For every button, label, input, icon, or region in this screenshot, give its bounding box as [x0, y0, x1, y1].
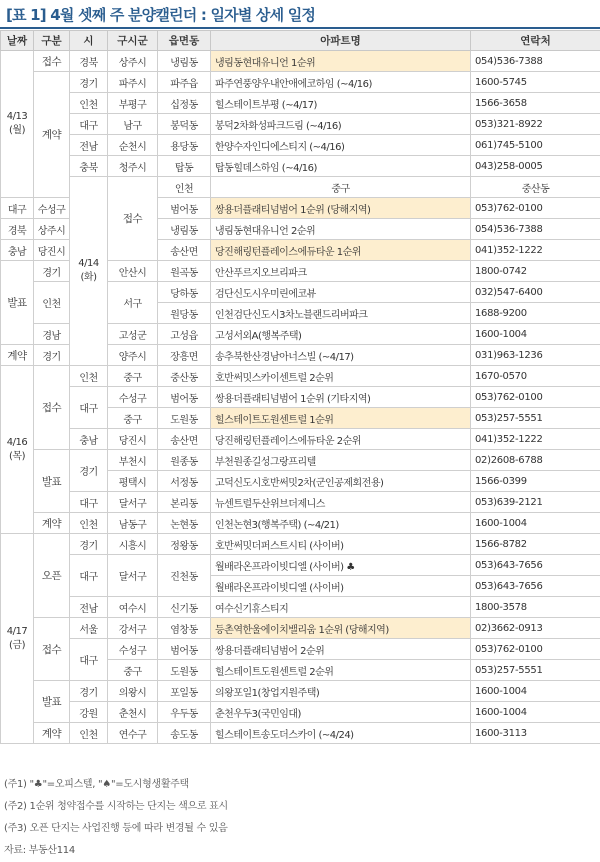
contact-cell: 1600-1004: [471, 324, 600, 345]
apartment-name-cell: 등촌역한울에이치밸리움 1순위 (당해지역): [211, 618, 471, 639]
si-cell: 경기: [34, 261, 70, 282]
apartment-name-cell: 뉴센트럴두산위브더제니스: [211, 492, 471, 513]
si-cell: 대구: [70, 114, 108, 135]
si-cell: 인천: [158, 177, 211, 198]
gu-cell: 달서구: [108, 555, 158, 597]
table-row: [1, 156, 600, 177]
apartment-name-cell: 쌍용더플래티넘범어 1순위 (당해지역): [211, 198, 471, 219]
table-row: [1, 513, 600, 534]
dong-cell: 송산면: [158, 429, 211, 450]
dong-cell: 송도동: [158, 723, 211, 744]
dong-cell: 포일동: [158, 681, 211, 702]
table-row: [1, 72, 600, 93]
gu-cell: 여수시: [108, 597, 158, 618]
gu-cell: 수성구: [108, 387, 158, 408]
contact-cell: 043)258-0005: [471, 156, 600, 177]
type-cell: 계약: [34, 723, 70, 744]
apartment-name-cell: 호반써밋스카이센트럴 2순위: [211, 366, 471, 387]
apartment-name-cell: 여수신기휴스티지: [211, 597, 471, 618]
gu-cell: 남동구: [108, 513, 158, 534]
table-row: [1, 681, 600, 702]
apartment-name-cell: 고덕신도시호반써밋2차(군인공제회전용): [211, 471, 471, 492]
si-cell: 대구: [70, 492, 108, 513]
si-cell: 인천: [70, 513, 108, 534]
gu-cell: 당진시: [108, 429, 158, 450]
table-row: [1, 639, 600, 660]
source-note: 자료: 부동산114: [4, 845, 75, 856]
contact-cell: 1800-0742: [471, 261, 600, 282]
si-cell: 경북: [1, 219, 34, 240]
si-cell: 경북: [70, 51, 108, 72]
contact-cell: 053)639-2121: [471, 492, 600, 513]
dong-cell: 원종동: [158, 450, 211, 471]
table-row: [1, 555, 600, 576]
type-cell: 접수: [108, 177, 158, 261]
gu-cell: 양주시: [108, 345, 158, 366]
gu-cell: 당진시: [34, 240, 70, 261]
apartment-name-cell: 춘천우두3(국민임대): [211, 702, 471, 723]
si-cell: 대구: [70, 639, 108, 681]
gu-cell: 수성구: [108, 639, 158, 660]
contact-cell: 1600-1004: [471, 702, 600, 723]
header-apt: 아파트명: [211, 31, 471, 51]
gu-cell: 중구: [108, 366, 158, 387]
footnote-2: (주2) 1순위 청약접수를 시작하는 단지는 색으로 표시: [4, 801, 228, 812]
contact-cell: 02)3662-0913: [471, 618, 600, 639]
si-cell: 경기: [70, 534, 108, 555]
apartment-name-cell: 쌍용더플래티넘범어 1순위 (기타지역): [211, 387, 471, 408]
si-cell: 전남: [70, 135, 108, 156]
header-tel: 연락처: [471, 31, 600, 51]
type-cell: 접수: [34, 366, 70, 450]
dong-cell: 본리동: [158, 492, 211, 513]
si-cell: 충남: [1, 240, 34, 261]
apartment-name-cell: 봉덕2차화성파크드림 (~4/16): [211, 114, 471, 135]
date-cell: 4/16 (목): [1, 366, 34, 534]
contact-cell: 1670-0570: [471, 366, 600, 387]
table-row: [1, 492, 600, 513]
contact-cell: 053)643-7656: [471, 555, 600, 576]
dong-cell: 십정동: [158, 93, 211, 114]
gu-cell: 상주시: [34, 219, 70, 240]
dong-cell: 범어동: [158, 387, 211, 408]
header-dong: 읍면동: [158, 31, 211, 51]
gu-cell: 시흥시: [108, 534, 158, 555]
table-row: [1, 723, 600, 744]
apartment-name-cell: 탑동힐데스하임 (~4/16): [211, 156, 471, 177]
si-cell: 충남: [70, 429, 108, 450]
table-row: [1, 429, 600, 450]
apartment-name-cell: 월배라온프라이빗디엘 (사이버) ♣: [211, 555, 471, 576]
dong-cell: 진천동: [158, 555, 211, 597]
contact-cell: 053)257-5551: [471, 660, 600, 681]
gu-cell: 파주시: [108, 72, 158, 93]
contact-cell: 054)536-7388: [471, 51, 600, 72]
type-cell: 발표: [1, 261, 34, 345]
gu-cell: 춘천시: [108, 702, 158, 723]
gu-cell: 부평구: [108, 93, 158, 114]
si-cell: 경기: [70, 72, 108, 93]
si-cell: 인천: [70, 366, 108, 387]
si-cell: 경기: [34, 345, 70, 366]
apartment-name-cell: 힐스테이트부평 (~4/17): [211, 93, 471, 114]
gu-cell: 서구: [108, 282, 158, 324]
title-underline: [0, 27, 600, 29]
table-row: [1, 177, 600, 198]
contact-cell: 053)762-0100: [471, 198, 600, 219]
si-cell: 강원: [70, 702, 108, 723]
date-cell: 4/13 (월): [1, 51, 34, 198]
type-cell: 발표: [34, 681, 70, 723]
dong-cell: 도원동: [158, 660, 211, 681]
contact-cell: 053)643-7656: [471, 576, 600, 597]
si-cell: 대구: [70, 387, 108, 429]
date-cell: 4/14 (화): [70, 177, 108, 366]
contact-cell: 1600-5745: [471, 72, 600, 93]
dong-cell: 당하동: [158, 282, 211, 303]
contact-cell: 1600-3113: [471, 723, 600, 744]
apartment-name-cell: 힐스테이트도원센트럴 1순위: [211, 408, 471, 429]
apartment-name-cell: 당진해링턴플레이스에듀타운 2순위: [211, 429, 471, 450]
table-row: [1, 450, 600, 471]
gu-cell: 평택시: [108, 471, 158, 492]
contact-cell: 053)762-0100: [471, 639, 600, 660]
table-row: [1, 597, 600, 618]
footnotes: [4, 774, 228, 862]
table-row: [1, 387, 600, 408]
si-cell: 인천: [70, 93, 108, 114]
table-row: [1, 51, 600, 72]
dong-cell: 원당동: [158, 303, 211, 324]
dong-cell: 우두동: [158, 702, 211, 723]
si-cell: 대구: [1, 198, 34, 219]
apartment-name-cell: 파주연풍양우내안애에코하임 (~4/16): [211, 72, 471, 93]
dong-cell: 송산면: [158, 240, 211, 261]
apartment-name-cell: 힐스테이트도원센트럴 2순위: [211, 660, 471, 681]
gu-cell: 부천시: [108, 450, 158, 471]
dong-cell: 고성읍: [158, 324, 211, 345]
dong-cell: 도원동: [158, 408, 211, 429]
si-cell: 서울: [70, 618, 108, 639]
contact-cell: 041)352-1222: [471, 429, 600, 450]
table-row: [1, 93, 600, 114]
apartment-name-cell: 의왕포일1(창업지원주택): [211, 681, 471, 702]
gu-cell: 연수구: [108, 723, 158, 744]
table-row: [1, 702, 600, 723]
dong-cell: 냉림동: [158, 51, 211, 72]
header-gu: 구시군: [108, 31, 158, 51]
contact-cell: 061)745-5100: [471, 135, 600, 156]
type-cell: 오픈: [34, 534, 70, 618]
gu-cell: 중구: [108, 408, 158, 429]
gu-cell: 상주시: [108, 51, 158, 72]
table-row: [1, 135, 600, 156]
contact-cell: 1566-3658: [471, 93, 600, 114]
dong-cell: 중산동: [471, 177, 600, 198]
gu-cell: 청주시: [108, 156, 158, 177]
dong-cell: 용당동: [158, 135, 211, 156]
si-cell: 대구: [70, 555, 108, 597]
apartment-name-cell: 부천원종길성그랑프리텔: [211, 450, 471, 471]
date-cell: 4/17 (금): [1, 534, 34, 744]
contact-cell: 053)321-8922: [471, 114, 600, 135]
header-date: 날짜: [1, 31, 34, 51]
si-cell: 경기: [70, 681, 108, 702]
table-body: [1, 51, 600, 744]
apartment-name-cell: 인천논현3(행복주택) (~4/21): [211, 513, 471, 534]
apartment-name-cell: 냉림동현대유니언 2순위: [211, 219, 471, 240]
footnote-1: (주1) "♣"=오피스텔, "♠"=도시형생활주택: [4, 779, 189, 790]
gu-cell: 강서구: [108, 618, 158, 639]
footnote-3: (주3) 오픈 단지는 사업진행 등에 따라 변경될 수 있음: [4, 823, 228, 834]
gu-cell: 달서구: [108, 492, 158, 513]
type-cell: 접수: [34, 51, 70, 72]
gu-cell: 남구: [108, 114, 158, 135]
dong-cell: 파주읍: [158, 72, 211, 93]
dong-cell: 염창동: [158, 618, 211, 639]
header-si: 시: [70, 31, 108, 51]
type-cell: 발표: [34, 450, 70, 513]
type-cell: 계약: [34, 72, 70, 198]
contact-cell: 02)2608-6788: [471, 450, 600, 471]
apartment-name-cell: 송추북한산경남아너스빌 (~4/17): [211, 345, 471, 366]
dong-cell: 탑동: [158, 156, 211, 177]
type-cell: 계약: [1, 345, 34, 366]
dong-cell: 논현동: [158, 513, 211, 534]
contact-cell: 053)257-5551: [471, 408, 600, 429]
gu-cell: 순천시: [108, 135, 158, 156]
apartment-name-cell: 한양수자인디에스티지 (~4/16): [211, 135, 471, 156]
table-row: [1, 366, 600, 387]
gu-cell: 의왕시: [108, 681, 158, 702]
gu-cell: 고성군: [108, 324, 158, 345]
apartment-name-cell: 월배라온프라이빗디엘 (사이버): [211, 576, 471, 597]
dong-cell: 봉덕동: [158, 114, 211, 135]
gu-cell: 수성구: [34, 198, 70, 219]
dong-cell: 장흥면: [158, 345, 211, 366]
gu-cell: 중구: [211, 177, 471, 198]
contact-cell: 1600-1004: [471, 681, 600, 702]
si-cell: 경남: [34, 324, 70, 345]
dong-cell: 원곡동: [158, 261, 211, 282]
contact-cell: 053)762-0100: [471, 387, 600, 408]
gu-cell: 중구: [108, 660, 158, 681]
contact-cell: 1688-9200: [471, 303, 600, 324]
si-cell: 전남: [70, 597, 108, 618]
contact-cell: 1800-3578: [471, 597, 600, 618]
contact-cell: 1600-1004: [471, 513, 600, 534]
si-cell: 경기: [70, 450, 108, 492]
si-cell: 인천: [70, 723, 108, 744]
si-cell: 충북: [70, 156, 108, 177]
apartment-name-cell: 힐스테이트송도더스카이 (~4/24): [211, 723, 471, 744]
header-row: [1, 31, 600, 51]
table-row: [1, 534, 600, 555]
apartment-name-cell: 인천검단신도시3차노블랜드리버파크: [211, 303, 471, 324]
apartment-name-cell: 쌍용더플래티넘범어 2순위: [211, 639, 471, 660]
schedule-table: [0, 30, 600, 744]
si-cell: 인천: [34, 282, 70, 324]
dong-cell: 정왕동: [158, 534, 211, 555]
apartment-name-cell: 냉림동현대유니언 1순위: [211, 51, 471, 72]
dong-cell: 범어동: [158, 198, 211, 219]
apartment-name-cell: 당진해링턴플레이스에듀타운 1순위: [211, 240, 471, 261]
dong-cell: 냉림동: [158, 219, 211, 240]
contact-cell: 032)547-6400: [471, 282, 600, 303]
dong-cell: 서정동: [158, 471, 211, 492]
gu-cell: 안산시: [108, 261, 158, 282]
header-type: 구분: [34, 31, 70, 51]
contact-cell: 031)963-1236: [471, 345, 600, 366]
dong-cell: 중산동: [158, 366, 211, 387]
contact-cell: 041)352-1222: [471, 240, 600, 261]
contact-cell: 054)536-7388: [471, 219, 600, 240]
table-row: [1, 114, 600, 135]
type-cell: 접수: [34, 618, 70, 681]
contact-cell: 1566-8782: [471, 534, 600, 555]
table-title: [표 1] 4월 셋째 주 분양캘린더 : 일자별 상세 일정: [6, 6, 316, 24]
type-cell: 계약: [34, 513, 70, 534]
dong-cell: 신기동: [158, 597, 211, 618]
table-row: [1, 618, 600, 639]
apartment-name-cell: 안산푸르지오브리파크: [211, 261, 471, 282]
dong-cell: 범어동: [158, 639, 211, 660]
apartment-name-cell: 검단신도시우미린에코뷰: [211, 282, 471, 303]
contact-cell: 1566-0399: [471, 471, 600, 492]
apartment-name-cell: 고성서외A(행복주택): [211, 324, 471, 345]
apartment-name-cell: 호반써밋더퍼스트시티 (사이버): [211, 534, 471, 555]
